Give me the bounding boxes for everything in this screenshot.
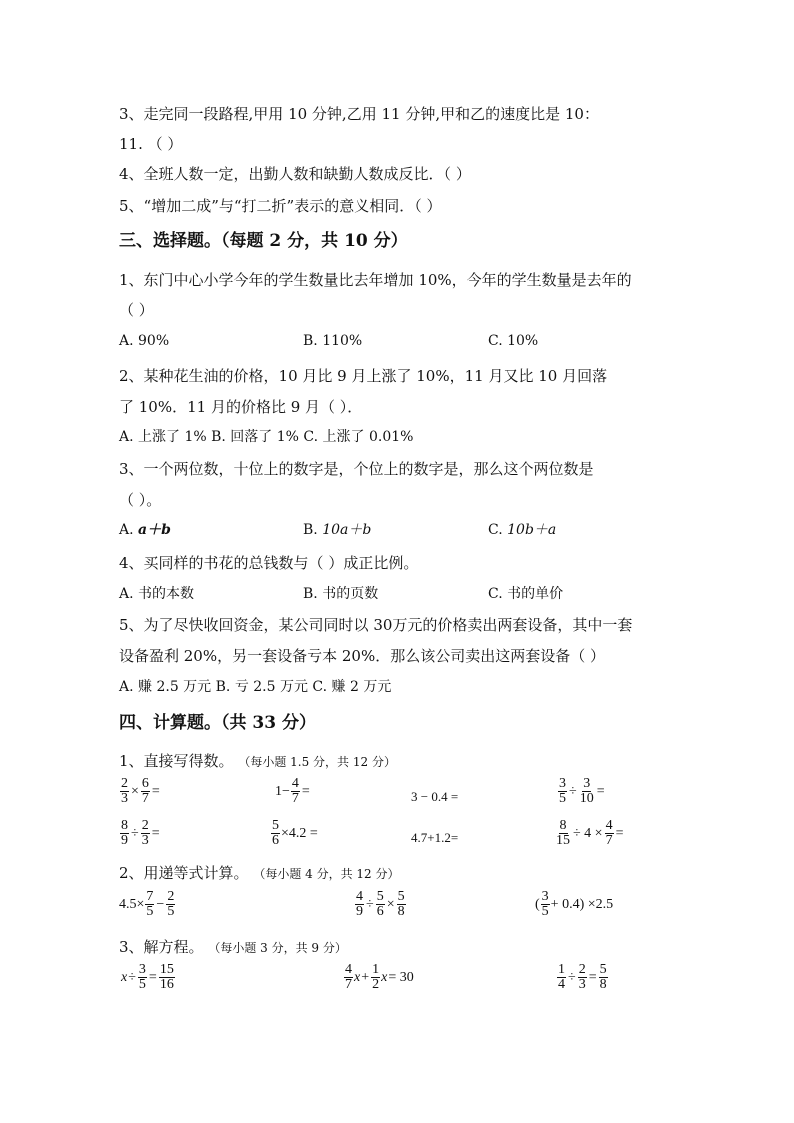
numerator: 7 xyxy=(146,889,154,904)
suffix: ×4.2 = xyxy=(281,825,318,841)
expression: 3 − 0.4 = xyxy=(411,789,459,804)
suffix: + 0.4) ×2.5 xyxy=(550,896,614,912)
denominator: 3 xyxy=(578,977,586,992)
denominator: 7 xyxy=(605,833,613,848)
calc-sub3-label: 3、解方程。 xyxy=(119,938,204,956)
option-a-label: A. xyxy=(119,522,134,538)
denominator: 9 xyxy=(356,904,363,919)
numerator: 2 xyxy=(167,889,175,904)
equals: = xyxy=(151,783,160,799)
denominator: 6 xyxy=(376,904,384,919)
stepwise-2 xyxy=(354,890,407,919)
mental-2a xyxy=(119,819,161,848)
judge-q3-line1: 3、走完同一段路程,甲用 10 分钟,乙用 11 分钟,甲和乙的速度比是 10： xyxy=(119,105,599,123)
numerator: 3 xyxy=(559,776,566,791)
option-b-expr: 10a＋b xyxy=(322,522,372,538)
equals: = xyxy=(301,783,310,799)
calc-sub1-note: （每小题 1.5 分，共 12 分） xyxy=(238,755,396,769)
denominator: 2 xyxy=(372,977,380,992)
judge-q4: 4、全班人数一定，出勤人数和缺勤人数成反比．（ ） xyxy=(119,165,471,183)
prefix: 1− xyxy=(275,783,290,799)
choice-q4-line1: 4、买同样的书花的总钱数与（ ）成正比例。 xyxy=(119,554,419,572)
numerator: 6 xyxy=(141,776,149,791)
numerator: 3 xyxy=(138,962,146,977)
choice-q4-option-b: B. 书的页数 xyxy=(303,586,379,602)
numerator: 2 xyxy=(141,818,149,833)
equals: = xyxy=(148,969,157,985)
numerator: 3 xyxy=(583,776,591,791)
equals: = xyxy=(596,783,605,799)
numerator: 8 xyxy=(121,818,128,833)
numerator: 4 xyxy=(345,962,352,977)
operator: ÷ xyxy=(568,969,576,985)
calc-sub2-heading xyxy=(119,863,400,884)
denominator: 7 xyxy=(291,791,299,806)
denominator: 8 xyxy=(599,977,607,992)
denominator: 8 xyxy=(397,904,405,919)
mental-1b xyxy=(275,777,311,806)
calc-sub3-heading xyxy=(119,937,347,958)
operator: ÷ xyxy=(569,783,577,799)
operator: + xyxy=(361,969,370,985)
calc-sub1-heading xyxy=(119,751,396,772)
variable: x xyxy=(121,969,128,985)
numerator: 2 xyxy=(121,776,128,791)
equals: = xyxy=(615,825,624,841)
mental-1d xyxy=(557,777,606,806)
choice-q1-line1: 1、东门中心小学今年的学生数量比去年增加 10%，今年的学生数量是去年的 xyxy=(119,271,632,289)
denominator: 9 xyxy=(121,833,128,848)
mental-1a xyxy=(119,777,161,806)
mental-1c xyxy=(411,788,458,806)
denominator: 5 xyxy=(167,904,175,919)
numerator: 3 xyxy=(541,889,549,904)
numerator: 2 xyxy=(578,962,586,977)
operator: ÷ 4 × xyxy=(573,825,603,841)
choice-q4-option-a: A. 书的本数 xyxy=(119,586,195,602)
choice-q5-line1: 5、为了尽快收回资金，某公司同时以 30万元的价格卖出两套设备，其中一套 xyxy=(119,616,633,634)
operator: ÷ xyxy=(128,969,136,985)
denominator: 7 xyxy=(141,791,149,806)
stepwise-3 xyxy=(535,890,613,919)
choice-q3-option-b xyxy=(303,520,371,540)
choice-q1-option-b: B. 110% xyxy=(303,333,363,349)
expression: 4.7+1.2= xyxy=(411,830,459,845)
denominator: 3 xyxy=(121,791,128,806)
calc-sub1-label: 1、直接写得数。 xyxy=(119,752,234,770)
numerator: 4 xyxy=(605,818,613,833)
option-b-label: B. xyxy=(303,522,318,538)
option-c-expr: 10b＋a xyxy=(507,522,557,538)
section4-title: 四、计算题。（共 33 分） xyxy=(119,713,316,733)
denominator: 5 xyxy=(559,791,566,806)
denominator: 6 xyxy=(272,833,279,848)
choice-q5-options: A. 赚 2.5 万元 B. 亏 2.5 万元 C. 赚 2 万元 xyxy=(119,679,392,695)
judge-q3-line2: 11. （ ） xyxy=(119,135,183,153)
right-hand-side: = 30 xyxy=(388,969,414,985)
section3-title: 三、选择题。（每题 2 分，共 10 分） xyxy=(119,231,408,251)
denominator: 16 xyxy=(159,977,174,992)
mental-2d xyxy=(554,819,625,848)
open-paren: ( xyxy=(535,896,540,912)
numerator: 1 xyxy=(558,962,565,977)
choice-q1-line2: （ ） xyxy=(119,301,154,319)
choice-q3-line1: 3、一个两位数，十位上的数字是，个位上的数字是，那么这个两位数是 xyxy=(119,460,594,478)
equals: = xyxy=(588,969,597,985)
operator: × xyxy=(131,783,139,799)
numerator: 5 xyxy=(599,962,607,977)
variable: x xyxy=(354,969,361,985)
numerator: 5 xyxy=(397,889,405,904)
choice-q2-options: A. 上涨了 1% B. 回落了 1% C. 上涨了 0.01% xyxy=(119,429,414,445)
equation-1 xyxy=(121,963,176,992)
choice-q2-line2: 了 10%．11 月的价格比 9 月（ ）． xyxy=(119,398,363,416)
variable: x xyxy=(381,969,388,985)
numerator: 4 xyxy=(291,776,299,791)
option-c-label: C. xyxy=(488,522,503,538)
equation-2 xyxy=(343,963,415,992)
choice-q3-option-c xyxy=(488,520,556,540)
operator: ÷ xyxy=(131,825,139,841)
choice-q1-option-c: C. 10% xyxy=(488,333,539,349)
judge-q5: 5、“增加二成”与“打二折”表示的意义相同．（ ） xyxy=(119,197,442,215)
calc-sub2-label: 2、用递等式计算。 xyxy=(119,864,249,882)
numerator: 8 xyxy=(559,818,567,833)
mental-2b xyxy=(270,819,318,848)
calc-sub2-note: （每小题 4 分，共 12 分） xyxy=(253,867,400,881)
denominator: 5 xyxy=(146,904,154,919)
choice-q2-line1: 2、某种花生油的价格，10 月比 9 月上涨了 10%，11 月又比 10 月回落 xyxy=(119,367,608,385)
denominator: 7 xyxy=(345,977,352,992)
numerator: 15 xyxy=(159,962,174,977)
option-a-expr: a＋b xyxy=(138,522,171,538)
choice-q5-line2: 设备盈利 20%，另一套设备亏本 20%．那么该公司卖出这两套设备（ ） xyxy=(119,647,605,665)
numerator: 1 xyxy=(372,962,380,977)
stepwise-1 xyxy=(119,890,176,919)
denominator: 4 xyxy=(558,977,565,992)
denominator: 15 xyxy=(556,833,570,848)
denominator: 5 xyxy=(138,977,146,992)
numerator: 5 xyxy=(272,818,279,833)
calc-sub3-note: （每小题 3 分，共 9 分） xyxy=(208,941,347,955)
operator: ÷ xyxy=(366,896,374,912)
prefix: 4.5× xyxy=(119,896,145,912)
operator: × xyxy=(386,896,395,912)
denominator: 10 xyxy=(579,791,594,806)
choice-q4-option-c: C. 书的单价 xyxy=(488,586,564,602)
denominator: 5 xyxy=(541,904,549,919)
choice-q1-option-a: A. 90% xyxy=(119,333,170,349)
operator: − xyxy=(156,896,165,912)
equation-3 xyxy=(556,963,609,992)
denominator: 3 xyxy=(141,833,149,848)
mental-2c xyxy=(411,829,458,847)
choice-q3-line2: （ ）。 xyxy=(119,491,162,509)
choice-q3-option-a xyxy=(119,520,171,540)
equals: = xyxy=(151,825,160,841)
numerator: 4 xyxy=(356,889,363,904)
numerator: 5 xyxy=(376,889,384,904)
